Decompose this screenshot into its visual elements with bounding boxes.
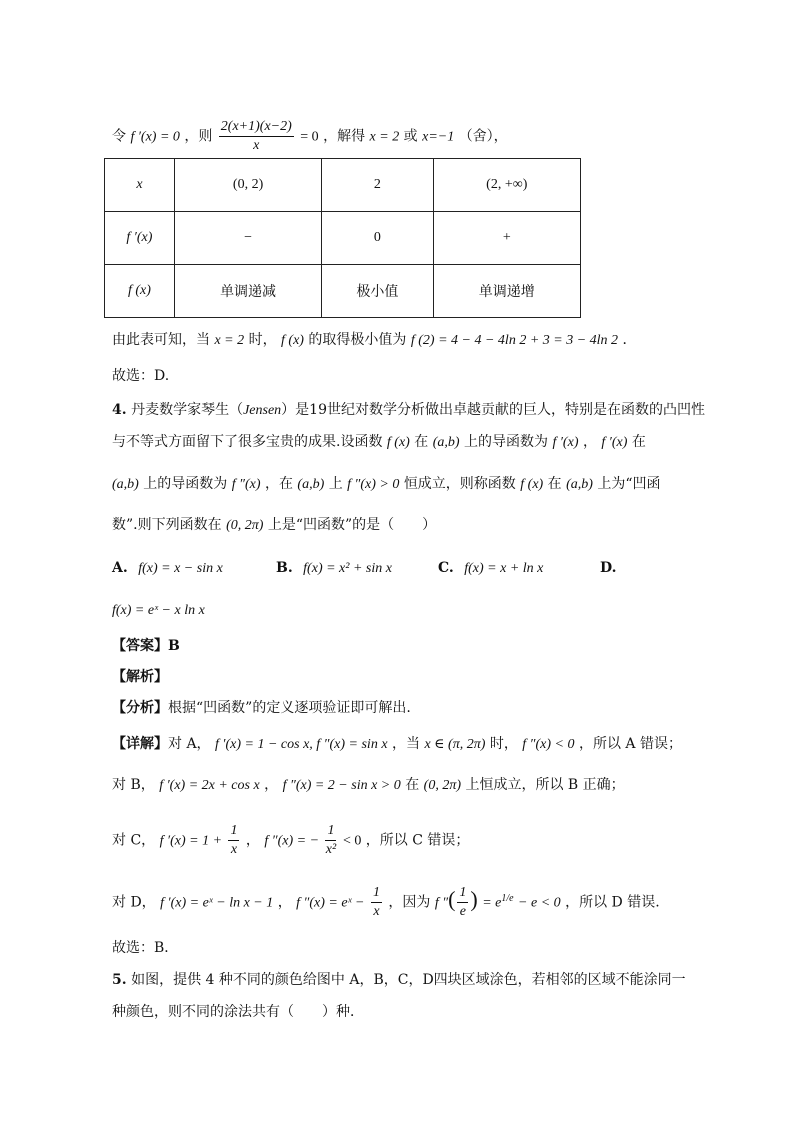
intro-line [112,118,508,155]
table-cell: − [174,212,321,265]
detail-text: ，所以 D 错误. [565,894,660,911]
table-cell: x [105,159,175,212]
detail-math: f ″ [434,895,449,911]
q4-line4 [112,515,436,536]
q4-math: (a,b) [432,435,460,450]
option-label: B. [276,560,293,576]
fenxi-text: 根据“凹函数”的定义逐项验证即可解出. [168,700,411,716]
option-d [112,600,205,621]
q4-text: 数”.则下列函数在 [112,517,222,533]
analysis-title [112,667,168,687]
detail-text: 在 [405,777,420,793]
detail-c [112,822,469,859]
answer-q3-text: 故选：D. [112,368,170,384]
conclusion-mid2: 的取得极小值为 [308,332,407,348]
option-c [438,558,543,579]
table-row [105,212,581,265]
fraction-numerator: 1 [228,822,239,841]
conclusion-fx: f (x) [281,333,304,348]
q4-text: 在 [631,434,646,450]
solution-x2: x = 2 [369,129,400,145]
q4-math: f (x) [520,477,544,492]
q4-text: 上的导函数为 [143,476,228,492]
option-expr: f(x) = x − sin x [138,561,223,576]
q4-text: 在 [414,434,429,450]
q4-math: (a,b) [566,477,593,492]
detail-math: f ″(x) = − [264,833,320,849]
q4-text: ）是19世纪对数学分析做出卓越贡献的巨人，特别是在函数的凸凹性 [281,402,705,418]
equals-zero: = 0 [300,129,319,145]
intro-then: ，则 [184,128,213,145]
answer-q3 [112,366,169,386]
q4-math: f ′(x) [601,435,628,450]
table-cell: (0, 2) [174,159,321,212]
answer-line [112,636,180,656]
table-cell: f (x) [105,265,175,318]
q4-math: (a,b) [112,477,139,492]
detail-math: f ′(x) = 1 + [159,833,223,849]
q4-text: 恒成立，则称函数 [403,476,516,492]
option-expr: f(x) = eˣ − x ln x [112,603,205,618]
table-cell: 极小值 [322,265,433,318]
fraction-denominator: x [230,842,238,857]
conclusion-mid: 时， [248,332,277,348]
fraction [325,822,336,859]
detail-math: f ′(x) = eˣ − ln x − 1 [160,895,274,911]
fraction-numerator: 1 [457,884,468,903]
detail-math: = e [482,895,502,911]
detail-text: 对 A， [168,736,211,752]
table-cell: + [433,212,580,265]
analysis-line [112,698,411,718]
q4-text: 上是“凹函数”的是（ ） [267,517,437,533]
derivative-zero-expr: f ′(x) = 0 [130,129,180,145]
q5-text: 如图，提供 4 种不同的颜色给图中 A，B，C，D四块区域涂色，若相邻的区域不能涂同一 [131,972,686,988]
q4-math: (0, 2π) [226,518,264,533]
fraction-denominator: x [253,138,260,153]
detail-text: ， [264,777,279,793]
q4-text: 上为“凹函 [597,476,661,492]
table-row [105,159,581,212]
detail-text: 时， [489,736,518,752]
fraction [219,118,294,155]
conclusion-line [112,330,637,351]
detail-text: ， [245,832,260,849]
table-cell: 0 [322,212,433,265]
detail-math: x ∈ (π, 2π) [424,737,486,752]
intro-or: 或 [403,128,418,145]
detail-text: 对 B， [112,777,155,793]
fraction-numerator: 2(x+1)(x−2) [219,118,294,137]
intro-discard: （舍）， [458,128,508,145]
detail-text: 上恒成立，所以 B 正确； [465,777,625,793]
detail-b [112,775,625,796]
detail-math: f ′(x) = 2x + cos x [159,778,260,793]
detail-text: ，当 [392,736,420,752]
q4-math: (a,b) [297,477,325,492]
option-label: A. [112,560,128,576]
fraction-numerator: 1 [325,822,336,841]
paren-open: ( [448,886,456,912]
paren-close: ) [470,886,478,912]
fraction-denominator: x [373,904,380,919]
fraction [457,884,468,921]
question-number: 4. [112,402,127,418]
q4-line2 [112,432,646,453]
option-b [276,558,392,579]
q4-math: f ″(x) > 0 [347,477,400,492]
option-expr: f(x) = x + ln x [464,561,544,576]
question-number: 5. [112,972,127,988]
q4-text: ， [582,434,597,450]
fraction-denominator: e [459,904,467,919]
fraction-numerator: 1 [371,884,382,903]
intro-solve: ，解得 [323,128,366,145]
answer-text: 【答案】B [112,638,180,654]
fraction [228,822,239,859]
q4-text: 在 [547,476,562,492]
table-cell: (2, +∞) [433,159,580,212]
detail-d [112,884,660,921]
detail-text: ，所以 C 错误； [365,832,470,849]
detail-text: ， [277,894,292,911]
table-cell: 单调递减 [174,265,321,318]
q4-line1 [112,400,705,421]
fraction-denominator: x² [325,842,337,857]
detail-text: ，因为 [388,894,431,911]
detail-a [112,734,682,755]
q4-line3 [112,474,661,495]
final-answer [112,938,178,958]
detail-math: f ″(x) < 0 [522,737,575,752]
q4-text: 与不等式方面留下了很多宝贵的成果.设函数 [112,434,383,450]
q4-text: 上 [328,476,343,492]
monotonicity-table [104,158,581,318]
table-row [105,265,581,318]
q4-text: ，在 [264,476,293,492]
detail-math: f ″(x) = 2 − sin x > 0 [282,778,401,793]
detail-math: f ′(x) = 1 − cos x, f ″(x) = sin x [215,737,388,752]
detail-math: (0, 2π) [423,778,461,793]
conclusion-cond: x = 2 [214,333,245,348]
option-label: D. [600,560,617,576]
fenxi-tag: 【分析】 [112,700,168,716]
table-cell: f ′(x) [105,212,175,265]
q4-text: 丹麦数学家琴生（ [131,402,244,418]
detail-tag: 【详解】 [112,736,168,752]
intro-text: 令 [112,128,126,145]
q4-text: 上的导函数为 [464,434,549,450]
q5-text: 种颜色，则不同的涂法共有（ ）种． [112,1004,364,1020]
conclusion-pre: 由此表可知，当 [112,332,210,348]
analysis-title-text: 【解析】 [112,669,168,685]
detail-text: 对 D， [112,894,156,911]
detail-text: 对 C， [112,832,156,849]
option-d-label [600,558,617,578]
q4-math: f ″(x) [231,477,261,492]
table-cell: 单调递增 [433,265,580,318]
detail-text: ，所以 A 错误； [578,736,682,752]
detail-math: f ″(x) = eˣ − [296,895,365,911]
exponent: 1/e [501,892,514,904]
detail-math: − e < 0 [518,895,561,911]
q5-line1 [112,970,686,990]
table-cell: 2 [322,159,433,212]
conclusion-end: ． [622,332,637,348]
option-a [112,558,223,579]
q4-math: f (x) [386,435,410,450]
solution-xm1: x=−1 [422,129,455,145]
q5-line2 [112,1002,364,1022]
detail-math: < 0 [342,833,362,849]
option-expr: f(x) = x² + sin x [303,561,392,576]
final-answer-text: 故选：B． [112,940,179,956]
fraction [371,884,382,921]
q4-name: Jensen [243,403,282,418]
option-label: C. [438,560,454,576]
conclusion-result: f (2) = 4 − 4 − 4ln 2 + 3 = 3 − 4ln 2 [410,333,619,348]
q4-math: f ′(x) [552,435,579,450]
